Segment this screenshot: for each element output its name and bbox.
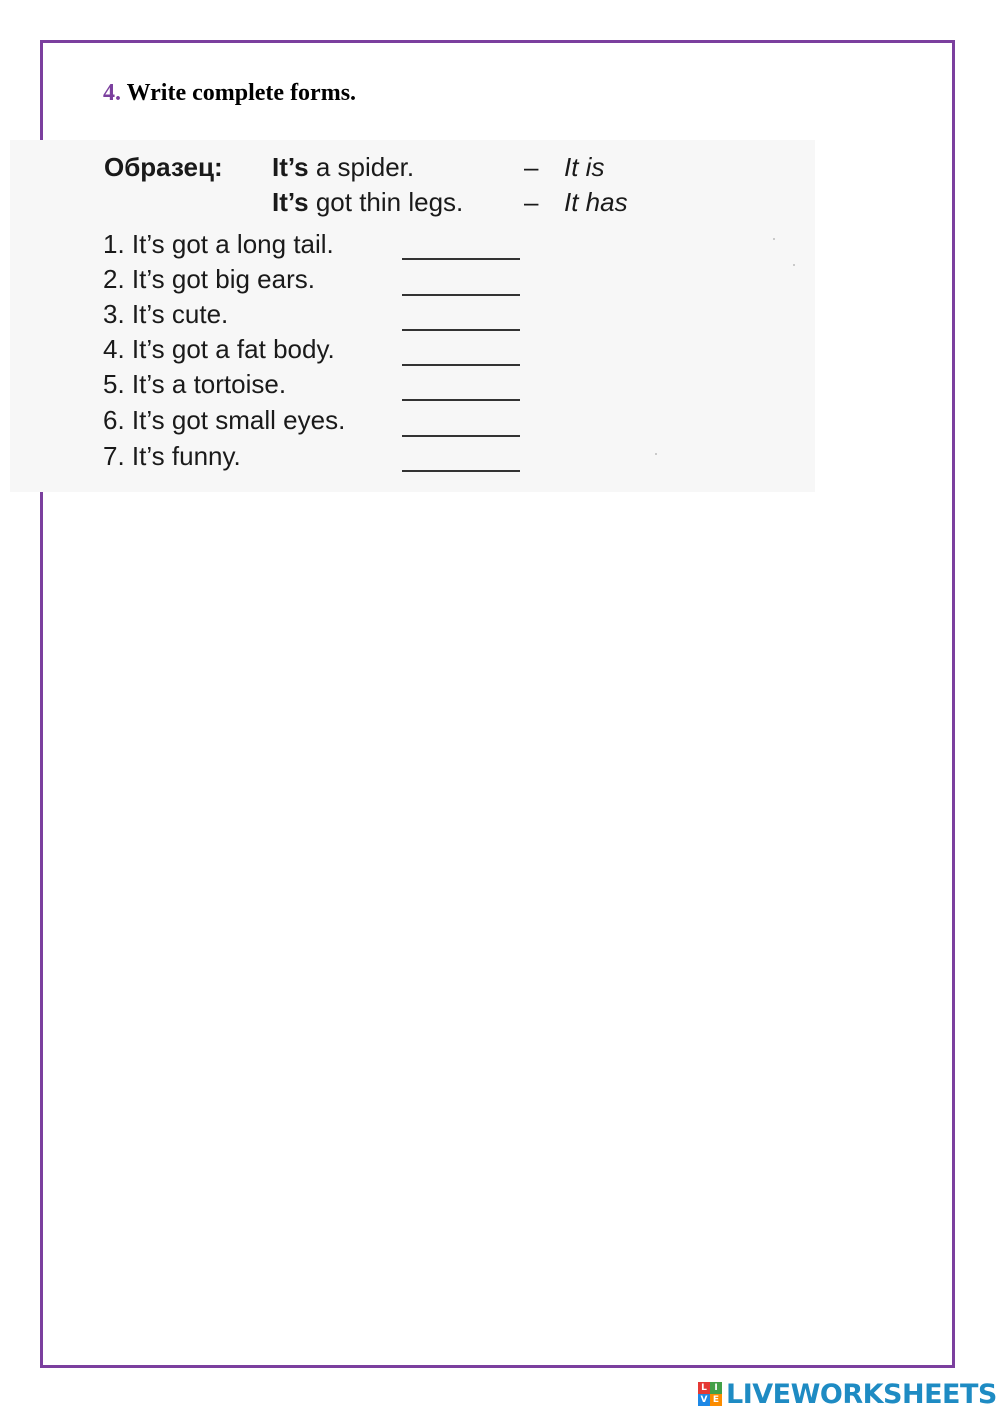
answer-blank-6[interactable] <box>402 435 520 437</box>
item-5: 5. It’s a tortoise. <box>103 369 287 399</box>
item-3: 3. It’s cute. <box>103 299 229 329</box>
answer-blank-7[interactable] <box>402 470 520 472</box>
example-line-1-bold: It’s <box>272 152 309 182</box>
exercise-number: 4. <box>103 80 121 106</box>
example-line-1 <box>272 152 414 183</box>
logo-letter: E <box>710 1394 722 1406</box>
brand-name: LIVEWORKSHEETS <box>726 1378 997 1410</box>
scan-speck <box>773 238 775 240</box>
example-line-2-text: got thin legs. <box>308 187 464 217</box>
answer-blank-2[interactable] <box>402 294 520 296</box>
logo-letter: I <box>710 1382 722 1394</box>
example-label: Образец: <box>104 152 223 182</box>
item-2: 2. It’s got big ears. <box>103 264 315 294</box>
item-6: 6. It’s got small eyes. <box>103 405 346 435</box>
item-1: 1. It’s got a long tail. <box>103 229 334 259</box>
example-line-2 <box>272 187 463 218</box>
example-line-2-bold: It’s <box>272 187 309 217</box>
example-line-1-answer: It is <box>564 152 605 182</box>
liveworksheets-brand[interactable] <box>698 1378 997 1410</box>
logo-letter: L <box>698 1382 710 1394</box>
answer-blank-4[interactable] <box>402 364 520 366</box>
example-line-2-dash: – <box>524 187 539 217</box>
scan-speck <box>793 264 795 266</box>
logo-letter: V <box>698 1394 710 1406</box>
answer-blank-1[interactable] <box>402 258 520 260</box>
example-line-1-dash: – <box>524 152 539 182</box>
example-line-1-text: a spider. <box>308 152 415 182</box>
answer-blank-5[interactable] <box>402 399 520 401</box>
item-4: 4. It’s got a fat body. <box>103 334 335 364</box>
scan-speck <box>655 453 657 455</box>
liveworksheets-logo-icon <box>698 1382 722 1406</box>
exercise-heading <box>103 80 356 107</box>
exercise-instruction: Write complete forms. <box>126 80 357 106</box>
answer-blank-3[interactable] <box>402 329 520 331</box>
item-7: 7. It’s funny. <box>103 441 241 471</box>
example-line-2-answer: It has <box>564 187 628 217</box>
